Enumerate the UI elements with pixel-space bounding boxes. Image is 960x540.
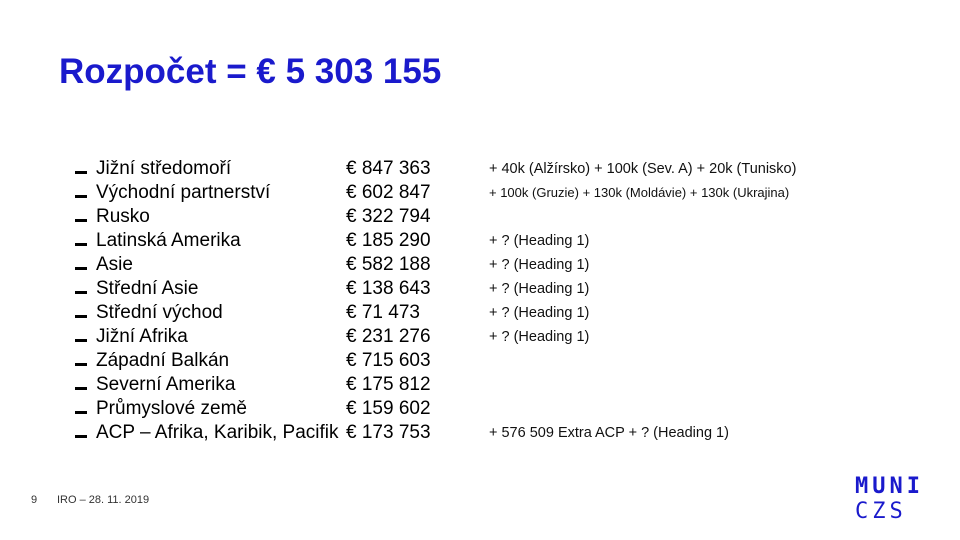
region-label: Střední Asie: [96, 278, 199, 299]
bullet-icon: [75, 339, 87, 342]
list-item: [75, 349, 495, 373]
region-label: Severní Amerika: [96, 374, 236, 395]
bullet-icon: [75, 315, 87, 318]
region-value: € 185 290: [346, 230, 431, 251]
region-label: Rusko: [96, 206, 150, 227]
note-text: [489, 349, 796, 373]
note-text: [489, 397, 796, 421]
note-text: + 100k (Gruzie) + 130k (Moldávie) + 130k (Ukrajina): [489, 185, 790, 200]
region-label: Průmyslové země: [96, 398, 247, 419]
footer-text: IRO – 28. 11. 2019: [57, 494, 150, 506]
bullet-icon: [75, 435, 87, 438]
bullet-icon: [75, 411, 87, 414]
slide-title: Rozpočet = € 5 303 155: [59, 52, 442, 91]
region-value: € 715 603: [346, 350, 431, 371]
list-item: [75, 157, 495, 181]
region-label: Asie: [96, 254, 133, 275]
list-item: [75, 325, 495, 349]
list-item: [75, 253, 495, 277]
bullet-icon: [75, 363, 87, 366]
bullet-icon: [75, 243, 87, 246]
budget-list: [75, 157, 495, 445]
muni-logo: [855, 474, 930, 524]
bullet-icon: [75, 387, 87, 390]
logo-line-1: MUNI: [855, 474, 924, 499]
note-text: + ? (Heading 1): [489, 281, 590, 297]
list-item: [75, 229, 495, 253]
note-text: + ? (Heading 1): [489, 233, 590, 249]
region-label: Latinská Amerika: [96, 230, 241, 251]
region-label: Východní partnerství: [96, 182, 271, 203]
region-value: € 173 753: [346, 422, 431, 443]
region-value: € 602 847: [346, 182, 431, 203]
region-value: € 159 602: [346, 398, 431, 419]
region-value: € 582 188: [346, 254, 431, 275]
region-label: Západní Balkán: [96, 350, 230, 371]
list-item: [75, 421, 495, 445]
note-text: [489, 373, 796, 397]
region-value: € 175 812: [346, 374, 431, 395]
note-text: + ? (Heading 1): [489, 257, 590, 273]
region-label: Jižní středomoří: [96, 158, 232, 179]
region-value: € 71 473: [346, 302, 420, 323]
list-item: [75, 373, 495, 397]
region-value: € 847 363: [346, 158, 431, 179]
note-text: + 40k (Alžírsko) + 100k (Sev. A) + 20k (Tunisko): [489, 161, 797, 177]
region-value: € 138 643: [346, 278, 431, 299]
bullet-icon: [75, 267, 87, 270]
page-number: 9: [31, 494, 38, 506]
list-item: [75, 181, 495, 205]
note-text: [489, 205, 796, 229]
bullet-icon: [75, 171, 87, 174]
region-value: € 322 794: [346, 206, 431, 227]
notes-column: [489, 157, 796, 445]
list-item: [75, 277, 495, 301]
list-item: [75, 397, 495, 421]
list-item: [75, 301, 495, 325]
bullet-icon: [75, 219, 87, 222]
region-label: Střední východ: [96, 302, 223, 323]
bullet-icon: [75, 291, 87, 294]
note-text: + 576 509 Extra ACP + ? (Heading 1): [489, 425, 729, 441]
logo-line-2: CZS: [855, 499, 907, 524]
note-text: + ? (Heading 1): [489, 329, 590, 345]
region-label: Jižní Afrika: [96, 326, 188, 347]
note-text: + ? (Heading 1): [489, 305, 590, 321]
region-value: € 231 276: [346, 326, 431, 347]
list-item: [75, 205, 495, 229]
region-label: ACP – Afrika, Karibik, Pacifik: [96, 421, 343, 445]
bullet-icon: [75, 195, 87, 198]
